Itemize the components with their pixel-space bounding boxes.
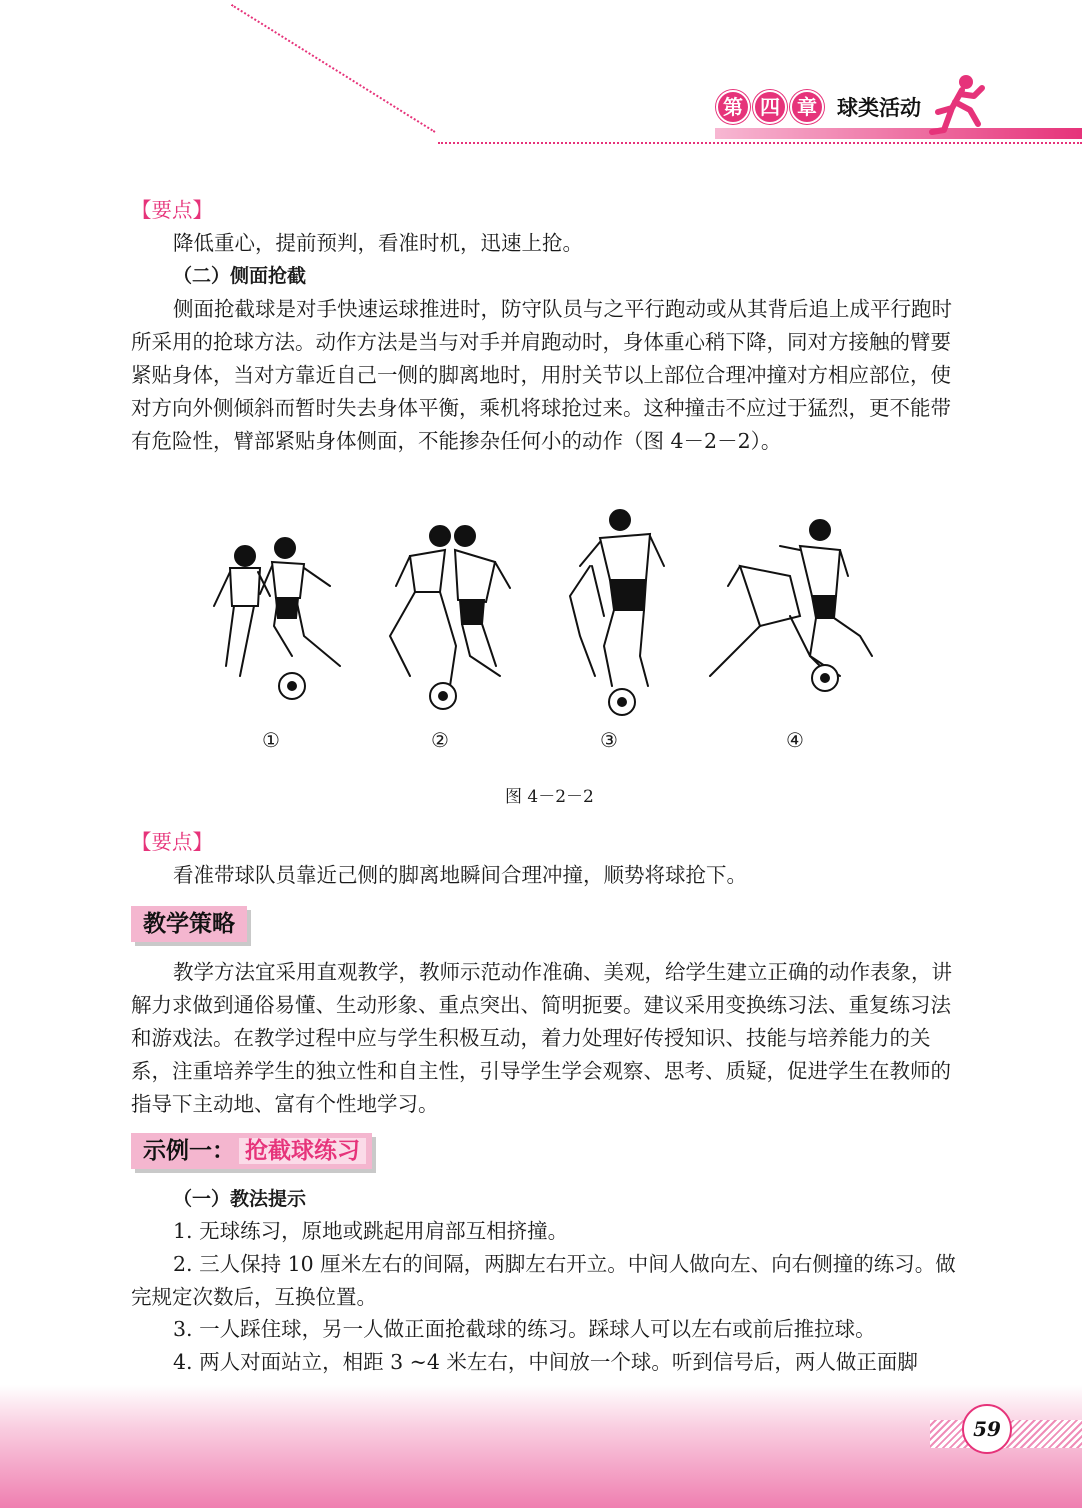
key-point-label: 【要点】 bbox=[131, 830, 213, 854]
chapter-header bbox=[716, 90, 921, 124]
chapter-char: 章 bbox=[790, 90, 824, 124]
figure-label: ② bbox=[431, 728, 449, 752]
figure-label: ③ bbox=[600, 728, 618, 752]
figure-caption: 图 4－2－2 bbox=[505, 787, 594, 807]
chapter-char: 四 bbox=[753, 90, 787, 124]
header-bar bbox=[715, 128, 1082, 139]
strategy-paragraph: 教学方法宜采用直观教学，教师示范动作准确、美观，给学生建立正确的动作表象，讲解力求做到通俗易懂、生动形象、重点突出、简明扼要。建议采用变换练习法、重复练习法和游戏法。在教学过程中应与学生积极互动，着力处理好传授知识、技能与培养能力的关系，注重培养学生的独立性和自主性，引导学生学会观察、思考、质疑，促进学生在教师的指导下主动地、富有个性地学习。 bbox=[131, 960, 952, 1116]
side-tackle-paragraph: 侧面抢截球是对手快速运球推进时，防守队员与之平行跑动或从其背后追上成平行跑时所采用的抢球方法。动作方法是当与对手并肩跑动时，身体重心稍下降，同对方接触的臂要紧贴身体，当对方靠近自己一侧的脚离地时，用肘关节以上部位合理冲撞对方相应部位，使对方向外侧倾斜而暂时失去身体平衡，乘机将球抢过来。这种撞击不应过于猛烈，更不能带有危险性，臂部紧贴身体侧面，不能掺杂任何小的动作（图 4－2－2）。 bbox=[131, 297, 952, 453]
chapter-title: 球类活动 bbox=[837, 96, 921, 120]
subsection-title: （一）教法提示 bbox=[173, 1188, 307, 1210]
list-item: 4. 两人对面站立，相距 3 ~4 米左右，中间放一个球。听到信号后，两人做正面脚 bbox=[173, 1350, 918, 1374]
figure-scene-2 bbox=[390, 526, 510, 709]
chapter-char: 第 bbox=[716, 90, 750, 124]
figure-label: ① bbox=[262, 728, 280, 752]
subsection-title: （二）侧面抢截 bbox=[173, 265, 307, 287]
figure-scene-1 bbox=[214, 538, 340, 699]
example-heading bbox=[131, 1133, 372, 1169]
list-item: 1. 无球练习，原地或跳起用肩部互相挤撞。 bbox=[173, 1219, 569, 1243]
footer-band bbox=[0, 1385, 1082, 1508]
header-dotted-line bbox=[438, 142, 1082, 144]
header-diagonal-dots bbox=[231, 4, 436, 133]
section-heading-strategy: 教学策略 bbox=[131, 906, 247, 942]
runner-icon bbox=[922, 72, 988, 136]
page-number: 59 bbox=[962, 1404, 1012, 1454]
example-label: 示例一： bbox=[143, 1138, 235, 1164]
figure-label: ④ bbox=[786, 728, 804, 752]
key-point-label: 【要点】 bbox=[131, 198, 213, 222]
list-item: 3. 一人踩住球，另一人做正面抢截球的练习。踩球人可以左右或前后推拉球。 bbox=[173, 1317, 876, 1341]
example-title: 抢截球练习 bbox=[239, 1138, 366, 1164]
key-point-text: 看准带球队员靠近己侧的脚离地瞬间合理冲撞，顺势将球抢下。 bbox=[173, 863, 747, 887]
figure-scene-3 bbox=[570, 510, 664, 715]
list-item: 2. 三人保持 10 厘米左右的间隔，两脚左右开立。中间人做向左、向右侧撞的练习。做完规定次数后，互换位置。 bbox=[131, 1252, 956, 1309]
figure-side-tackle bbox=[200, 506, 890, 726]
figure-scene-4 bbox=[710, 520, 872, 691]
key-point-text: 降低重心，提前预判，看准时机，迅速上抢。 bbox=[173, 231, 583, 255]
